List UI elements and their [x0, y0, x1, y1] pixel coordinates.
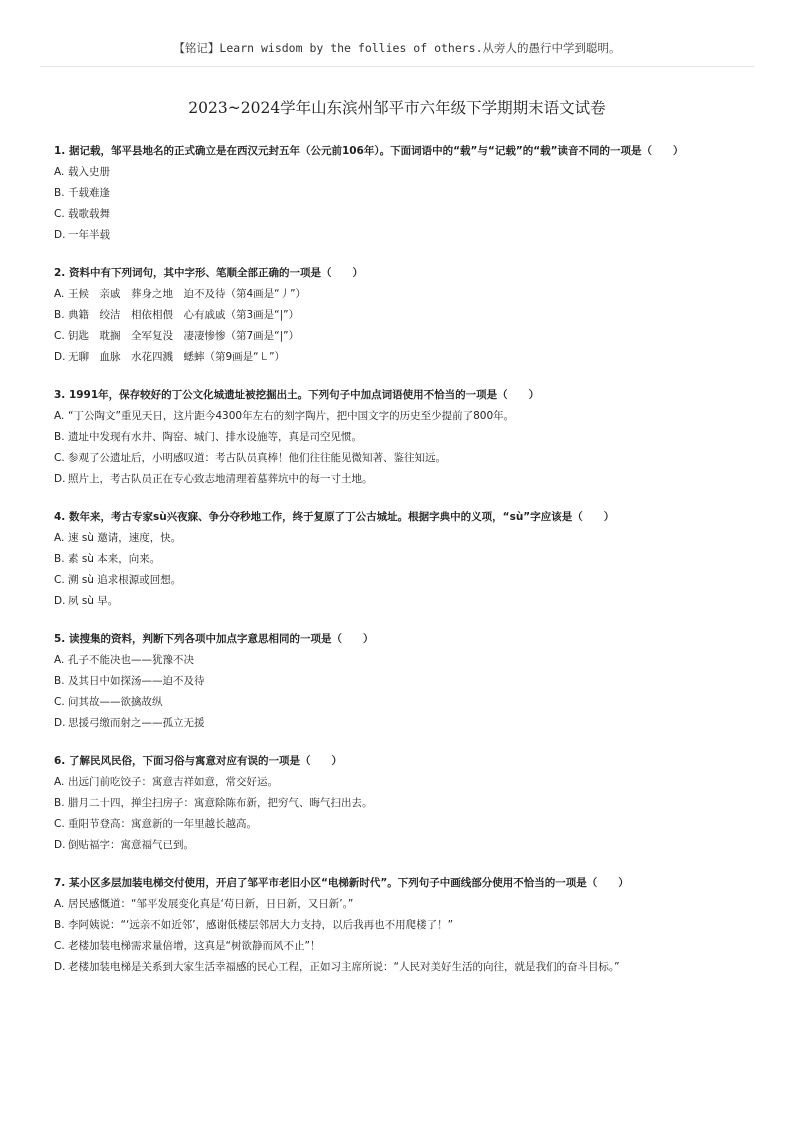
header-divider: [40, 66, 754, 67]
option-text: 载入史册: [68, 166, 110, 178]
option-b: [54, 185, 754, 201]
option-text: 倒贴福字：寓意福气已到。: [68, 839, 194, 851]
page-title: 2023~2024学年山东滨州邹平市六年级下学期期末语文试卷: [188, 99, 606, 117]
option-letter: B.: [54, 919, 65, 931]
option-text: 出远门前吃饺子：寓意吉祥如意，常交好运。: [68, 776, 278, 788]
option-letter: C.: [54, 208, 65, 220]
option-text: 参观了公遗址后，小明感叹道：考古队员真棒！他们往往能见微知著、鉴往知远。: [68, 452, 446, 464]
option-text: 照片上，考古队员正在专心致志地清理着墓葬坑中的每一寸土地。: [68, 473, 373, 485]
question-2: [54, 265, 754, 365]
option-letter: B.: [54, 187, 65, 199]
option-text: “丁公陶文”重见天日，这片距今4300年左右的刻字陶片，把中国文字的历史至少提前了800年。: [68, 410, 515, 422]
option-d: [54, 593, 754, 609]
question-stem: 7. 某小区多层加装电梯交付使用，开启了邹平市老旧小区“电梯新时代”。下列句子中画线部分使用不恰当的一项是（ ）: [54, 877, 629, 889]
question-1: [54, 143, 754, 243]
option-text: 速 sù 邀请，速度，快。: [68, 532, 182, 544]
option-b: [54, 795, 754, 811]
option-letter: C.: [54, 574, 65, 586]
option-letter: C.: [54, 452, 65, 464]
option-text: 溯 sù 追求根源或回想。: [68, 574, 182, 586]
option-text: 及其日中如探汤——迫不及待: [68, 675, 205, 687]
option-letter: C.: [54, 940, 65, 952]
option-c: [54, 450, 754, 466]
option-c: [54, 816, 754, 832]
question-5: [54, 631, 754, 731]
option-a: [54, 530, 754, 546]
option-letter: A.: [54, 654, 65, 666]
option-c: [54, 694, 754, 710]
page-motto: 【铭记】Learn wisdom by the follies of others.从旁人的愚行中学到聪明。: [173, 41, 621, 55]
option-a: [54, 408, 754, 424]
option-text: 腊月二十四，掸尘扫房子：寓意除陈布新，把穷气、晦气扫出去。: [68, 797, 373, 809]
question-stem: 5. 读搜集的资料，判断下列各项中加点字意思相同的一项是（ ）: [54, 633, 374, 645]
option-text: 问其故——欲擒故纵: [68, 696, 163, 708]
question-6: [54, 753, 754, 853]
option-d: [54, 349, 754, 365]
option-letter: D.: [54, 961, 66, 973]
option-letter: B.: [54, 797, 65, 809]
option-letter: A.: [54, 410, 65, 422]
option-d: [54, 837, 754, 853]
option-letter: D.: [54, 351, 66, 363]
option-letter: A.: [54, 776, 65, 788]
option-letter: A.: [54, 288, 65, 300]
option-letter: A.: [54, 532, 65, 544]
option-b: [54, 429, 754, 445]
option-letter: B.: [54, 675, 65, 687]
option-letter: B.: [54, 309, 65, 321]
option-d: [54, 959, 754, 975]
option-text: 钥匙 耽搁 全军复没 凄凄惨惨（第7画是“|”）: [68, 330, 300, 342]
option-text: 王候 亲戚 葬身之地 迫不及待（第4画是“丿”）: [68, 288, 307, 300]
option-d: [54, 715, 754, 731]
option-a: [54, 652, 754, 668]
option-text: 孔子不能决也——犹豫不决: [68, 654, 194, 666]
option-a: [54, 164, 754, 180]
option-letter: C.: [54, 330, 65, 342]
question-stem: 1. 据记载，邹平县地名的正式确立是在西汉元封五年（公元前106年）。下面词语中的“载”与“记载”的“载”读音不同的一项是（ ）: [54, 145, 684, 157]
option-text: 典籍 绞洁 相依相偎 心有戚戚（第3画是“|”）: [68, 309, 300, 321]
option-text: 思援弓缴而射之——孤立无援: [68, 717, 205, 729]
question-stem: 2. 资料中有下列词句，其中字形、笔顺全部正确的一项是（ ）: [54, 267, 363, 279]
option-text: 李阿姨说：“‘远亲不如近邻’，感谢低楼层邻居大力支持，以后我再也不用爬楼了！”: [68, 919, 454, 931]
option-letter: D.: [54, 473, 66, 485]
option-c: [54, 572, 754, 588]
option-a: [54, 286, 754, 302]
option-text: 遗址中发现有水井、陶窑、城门、排水设施等，真是司空见惯。: [68, 431, 362, 443]
option-a: [54, 896, 754, 912]
question-stem: 3. 1991年，保存较好的丁公文化城遗址被挖掘出土。下列句子中加点词语使用不恰当的一项是（ ）: [54, 389, 540, 401]
option-letter: C.: [54, 696, 65, 708]
option-text: 载歌载舞: [68, 208, 110, 220]
option-text: 居民感慨道：“邹平发展变化真是‘苟日新，日日新，又日新’。”: [68, 898, 354, 910]
option-letter: D.: [54, 717, 66, 729]
exam-content: [54, 143, 754, 997]
option-b: [54, 673, 754, 689]
question-7: [54, 875, 754, 975]
option-letter: B.: [54, 553, 65, 565]
option-letter: D.: [54, 229, 66, 241]
option-text: 夙 sù 早。: [68, 595, 119, 607]
option-text: 老楼加装电梯是关系到大家生活幸福感的民心工程，正如习主席所说：“人民对美好生活的向往，就是我们的奋斗目标。”: [68, 961, 620, 973]
option-c: [54, 938, 754, 954]
question-stem: 6. 了解民风民俗，下面习俗与寓意对应有误的一项是（ ）: [54, 755, 342, 767]
question-3: [54, 387, 754, 487]
option-letter: D.: [54, 839, 66, 851]
option-letter: A.: [54, 898, 65, 910]
option-text: 素 sù 本来，向来。: [68, 553, 161, 565]
option-b: [54, 307, 754, 323]
option-text: 老楼加装电梯需求量倍增，这真是“树欲静而风不止”！: [68, 940, 321, 952]
option-letter: B.: [54, 431, 65, 443]
option-text: 一年半载: [68, 229, 110, 241]
option-c: [54, 206, 754, 222]
option-text: 重阳节登高：寓意新的一年里越长越高。: [68, 818, 257, 830]
question-stem: 4. 数年来，考古专家sù兴夜寐、争分夺秒地工作，终于复原了丁公古城址。根据字典中的义项，“sù”字应该是（ ）: [54, 511, 615, 523]
question-4: [54, 509, 754, 609]
option-b: [54, 551, 754, 567]
option-text: 千载难逢: [68, 187, 110, 199]
option-a: [54, 774, 754, 790]
option-b: [54, 917, 754, 933]
option-d: [54, 227, 754, 243]
option-d: [54, 471, 754, 487]
option-letter: D.: [54, 595, 66, 607]
option-c: [54, 328, 754, 344]
option-text: 无聊 血脉 水花四溅 蟋蟀（第9画是“㇄”）: [68, 351, 286, 363]
option-letter: C.: [54, 818, 65, 830]
option-letter: A.: [54, 166, 65, 178]
